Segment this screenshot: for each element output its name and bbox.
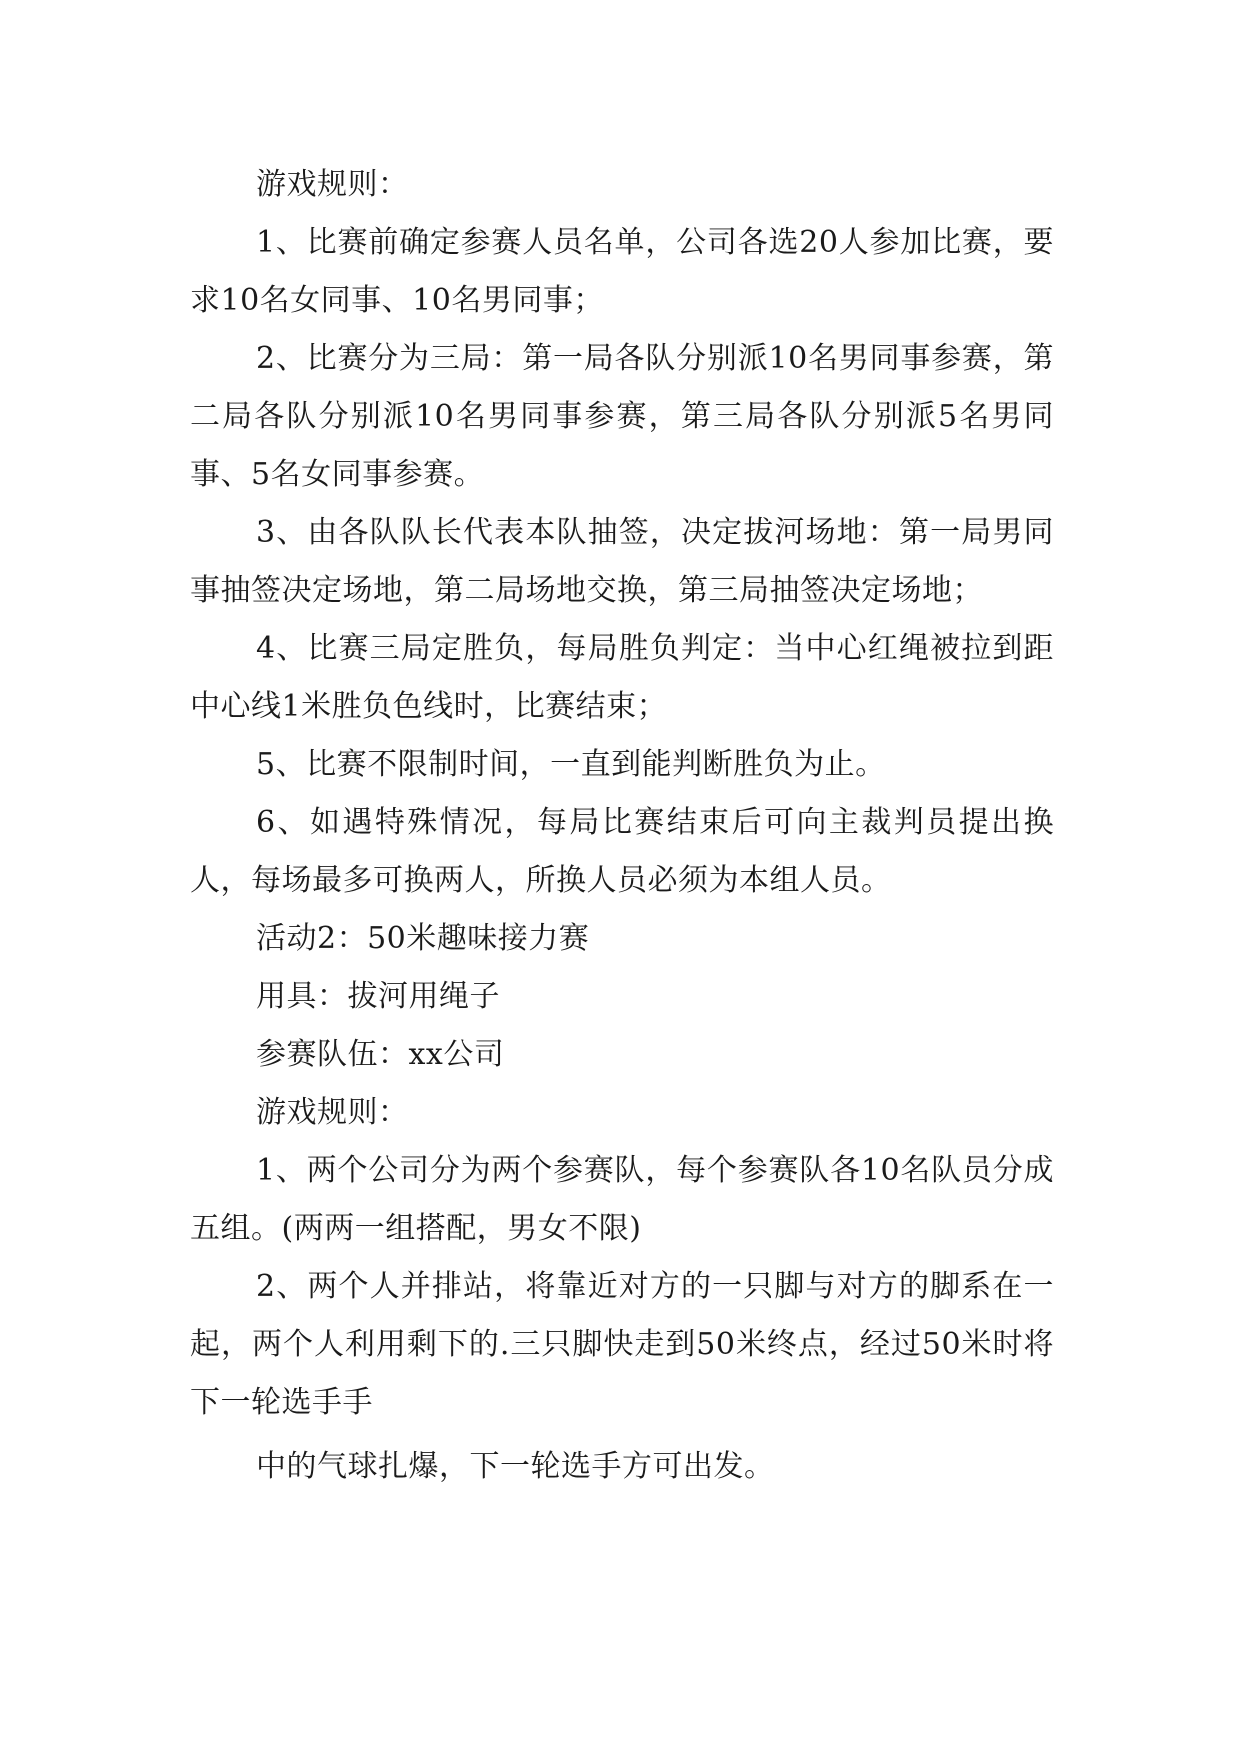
paragraph-teams: 参赛队伍：xx公司 <box>256 1037 505 1072</box>
paragraph-rules-heading-2: 游戏规则： <box>256 1095 409 1130</box>
paragraph-rule-6: 6、如遇特殊情况，每局比赛结束后可向主裁判员提出换人，每场最多可换两人，所换人员必须为本组人员。 <box>190 805 1054 898</box>
paragraph-rule-3: 3、由各队队长代表本队抽签，决定拔河场地：第一局男同事抽签决定场地，第二局场地交换，第三局抽签决定场地； <box>190 515 1054 608</box>
paragraph-activity-2-title: 活动2：50米趣味接力赛 <box>256 921 590 956</box>
paragraph-rule-5: 5、比赛不限制时间，一直到能判断胜负为止。 <box>256 747 886 782</box>
paragraph-relay-rule-2-continued: 中的气球扎爆，下一轮选手方可出发。 <box>256 1449 775 1484</box>
paragraph-equipment: 用具：拔河用绳子 <box>256 979 500 1014</box>
paragraph-rule-2: 2、比赛分为三局：第一局各队分别派10名男同事参赛，第二局各队分别派10名男同事参赛，第三局各队分别派5名男同事、5名女同事参赛。 <box>190 341 1054 492</box>
paragraph-rule-1: 1、比赛前确定参赛人员名单，公司各选20人参加比赛，要求10名女同事、10名男同事； <box>190 225 1054 318</box>
paragraph-rule-4: 4、比赛三局定胜负，每局胜负判定：当中心红绳被拉到距中心线1米胜负色线时，比赛结束； <box>190 631 1054 724</box>
paragraph-relay-rule-2: 2、两个人并排站，将靠近对方的一只脚与对方的脚系在一起，两个人利用剩下的.三只脚快走到50米终点，经过50米时将下一轮选手手 <box>190 1269 1054 1420</box>
paragraph-rules-heading-1: 游戏规则： <box>256 167 409 202</box>
paragraph-relay-rule-1: 1、两个公司分为两个参赛队，每个参赛队各10名队员分成五组。(两两一组搭配，男女不限) <box>190 1153 1054 1246</box>
document-body <box>190 156 1054 1496</box>
